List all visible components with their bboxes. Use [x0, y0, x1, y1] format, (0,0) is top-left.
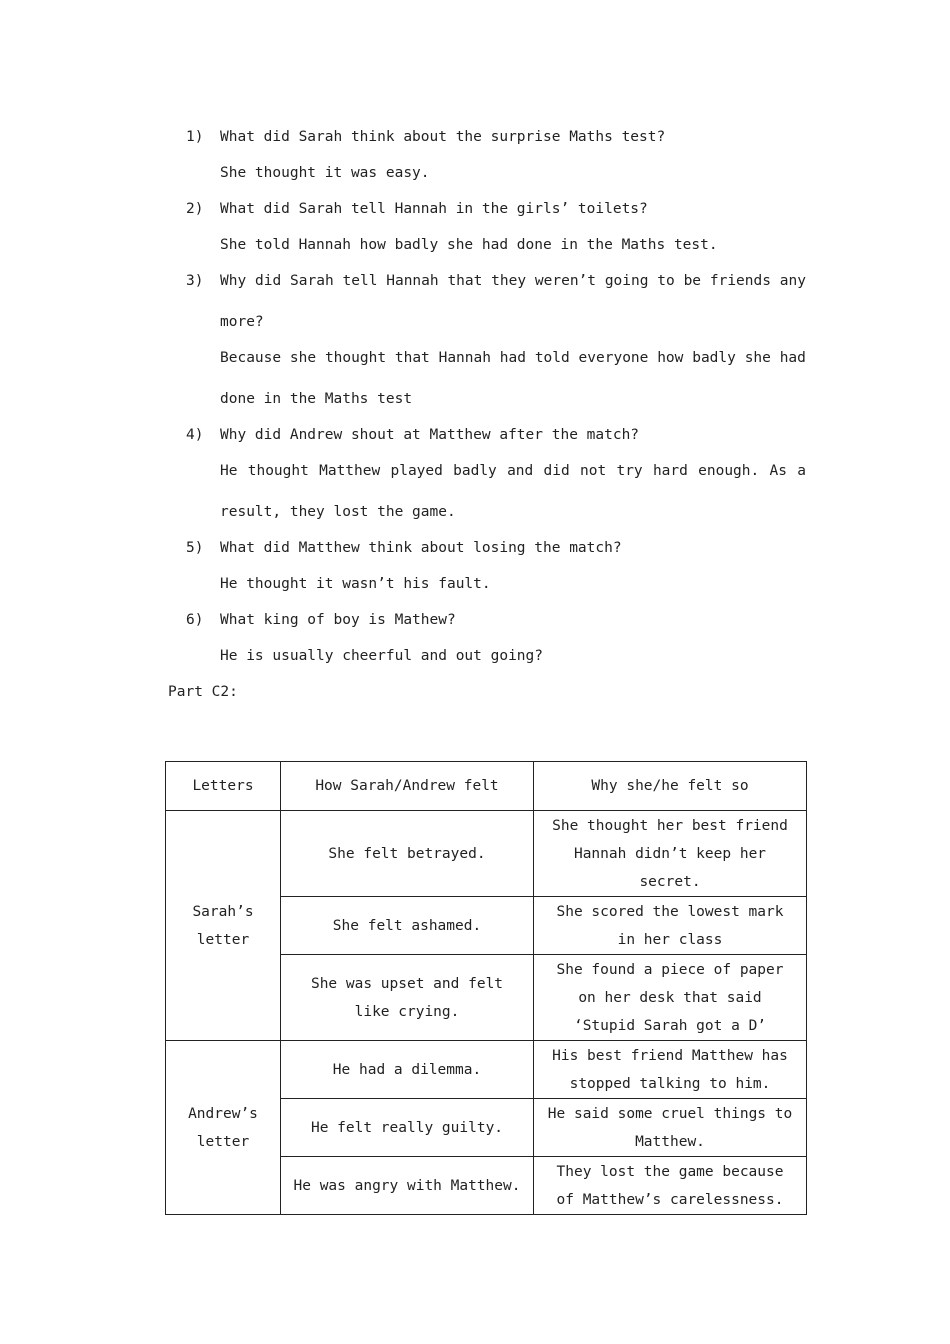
- word: try: [616, 463, 643, 479]
- answer-text: She thought it was easy.: [220, 165, 430, 181]
- word: did: [543, 463, 570, 479]
- word: hard: [652, 463, 688, 479]
- answer-text: [220, 461, 806, 481]
- table-row: [166, 811, 807, 897]
- reason-cell: He said some cruel things to Matthew.: [534, 1099, 807, 1157]
- answer-text: [220, 348, 806, 368]
- word: Sarah: [290, 273, 334, 289]
- word: had: [499, 350, 526, 366]
- table-row: [166, 1041, 807, 1099]
- word: thought: [247, 463, 309, 479]
- word: Matthew: [319, 463, 381, 479]
- word: and: [507, 463, 534, 479]
- word: she: [744, 350, 771, 366]
- word: thought: [324, 350, 387, 366]
- word: badly: [692, 350, 736, 366]
- question-text: What did Sarah think about the surprise Maths test?: [220, 129, 666, 145]
- question-number: 1): [186, 129, 204, 145]
- answer-text: He thought it wasn’t his fault.: [220, 576, 491, 592]
- answer-text: He is usually cheerful and out going?: [220, 648, 544, 664]
- reason-cell: She thought her best friend Hannah didn’t keep her secret.: [534, 811, 807, 897]
- word: had: [779, 350, 806, 366]
- question-text-continued: more?: [220, 314, 264, 330]
- word: badly: [453, 463, 497, 479]
- word: Because: [220, 350, 282, 366]
- feeling-cell: She felt betrayed.: [281, 811, 534, 897]
- feeling-cell: She was upset and felt like crying.: [281, 955, 534, 1041]
- header-reason: Why she/he felt so: [534, 762, 807, 811]
- word: Why: [220, 273, 247, 289]
- question-text: What did Matthew think about losing the match?: [220, 540, 622, 556]
- question-text: What did Sarah tell Hannah in the girls’ toilets?: [220, 201, 648, 217]
- question-number: 5): [186, 540, 204, 556]
- letter-cell: Sarah’s letter: [166, 811, 281, 1041]
- word: did: [255, 273, 282, 289]
- part-label: Part C2:: [168, 684, 238, 700]
- word: to: [657, 273, 675, 289]
- feeling-cell: He felt really guilty.: [281, 1099, 534, 1157]
- word: weren’t: [534, 273, 597, 289]
- reason-cell: She found a piece of paper on her desk that said ‘Stupid Sarah got a D’: [534, 955, 807, 1041]
- letter-cell: Andrew’s letter: [166, 1041, 281, 1215]
- question-text: What king of boy is Mathew?: [220, 612, 456, 628]
- table-header-row: [166, 762, 807, 811]
- question-text: Why did Andrew shout at Matthew after the match?: [220, 427, 640, 443]
- feeling-cell: He was angry with Matthew.: [281, 1157, 534, 1215]
- word: they: [491, 273, 527, 289]
- answer-text: She told Hannah how badly she had done in the Maths test.: [220, 237, 718, 253]
- word: played: [390, 463, 443, 479]
- question-number: 6): [186, 612, 204, 628]
- answer-text-continued: done in the Maths test: [220, 391, 413, 407]
- header-letters: Letters: [166, 762, 281, 811]
- word: As: [769, 463, 787, 479]
- word: not: [580, 463, 607, 479]
- word: tell: [342, 273, 378, 289]
- reason-cell: They lost the game because of Matthew’s carelessness.: [534, 1157, 807, 1215]
- question-text: [220, 271, 806, 291]
- letters-table: [165, 761, 807, 1215]
- word: Hannah: [386, 273, 439, 289]
- question-number: 3): [186, 273, 204, 289]
- answer-text-continued: result, they lost the game.: [220, 504, 456, 520]
- word: enough.: [698, 463, 760, 479]
- feeling-cell: She felt ashamed.: [281, 897, 534, 955]
- question-number: 2): [186, 201, 204, 217]
- word: He: [220, 463, 238, 479]
- word: be: [683, 273, 702, 289]
- word: any: [779, 273, 806, 289]
- word: everyone: [578, 350, 649, 366]
- header-feeling: How Sarah/Andrew felt: [281, 762, 534, 811]
- word: how: [657, 350, 684, 366]
- question-number: 4): [186, 427, 204, 443]
- feeling-cell: He had a dilemma.: [281, 1041, 534, 1099]
- word: that: [447, 273, 483, 289]
- word: a: [797, 463, 806, 479]
- word: she: [289, 350, 317, 366]
- word: friends: [709, 273, 771, 289]
- word: Hannah: [438, 350, 491, 366]
- word: that: [394, 350, 430, 366]
- word: told: [534, 350, 570, 366]
- reason-cell: She scored the lowest mark in her class: [534, 897, 807, 955]
- reason-cell: His best friend Matthew has stopped talking to him.: [534, 1041, 807, 1099]
- word: going: [604, 273, 649, 289]
